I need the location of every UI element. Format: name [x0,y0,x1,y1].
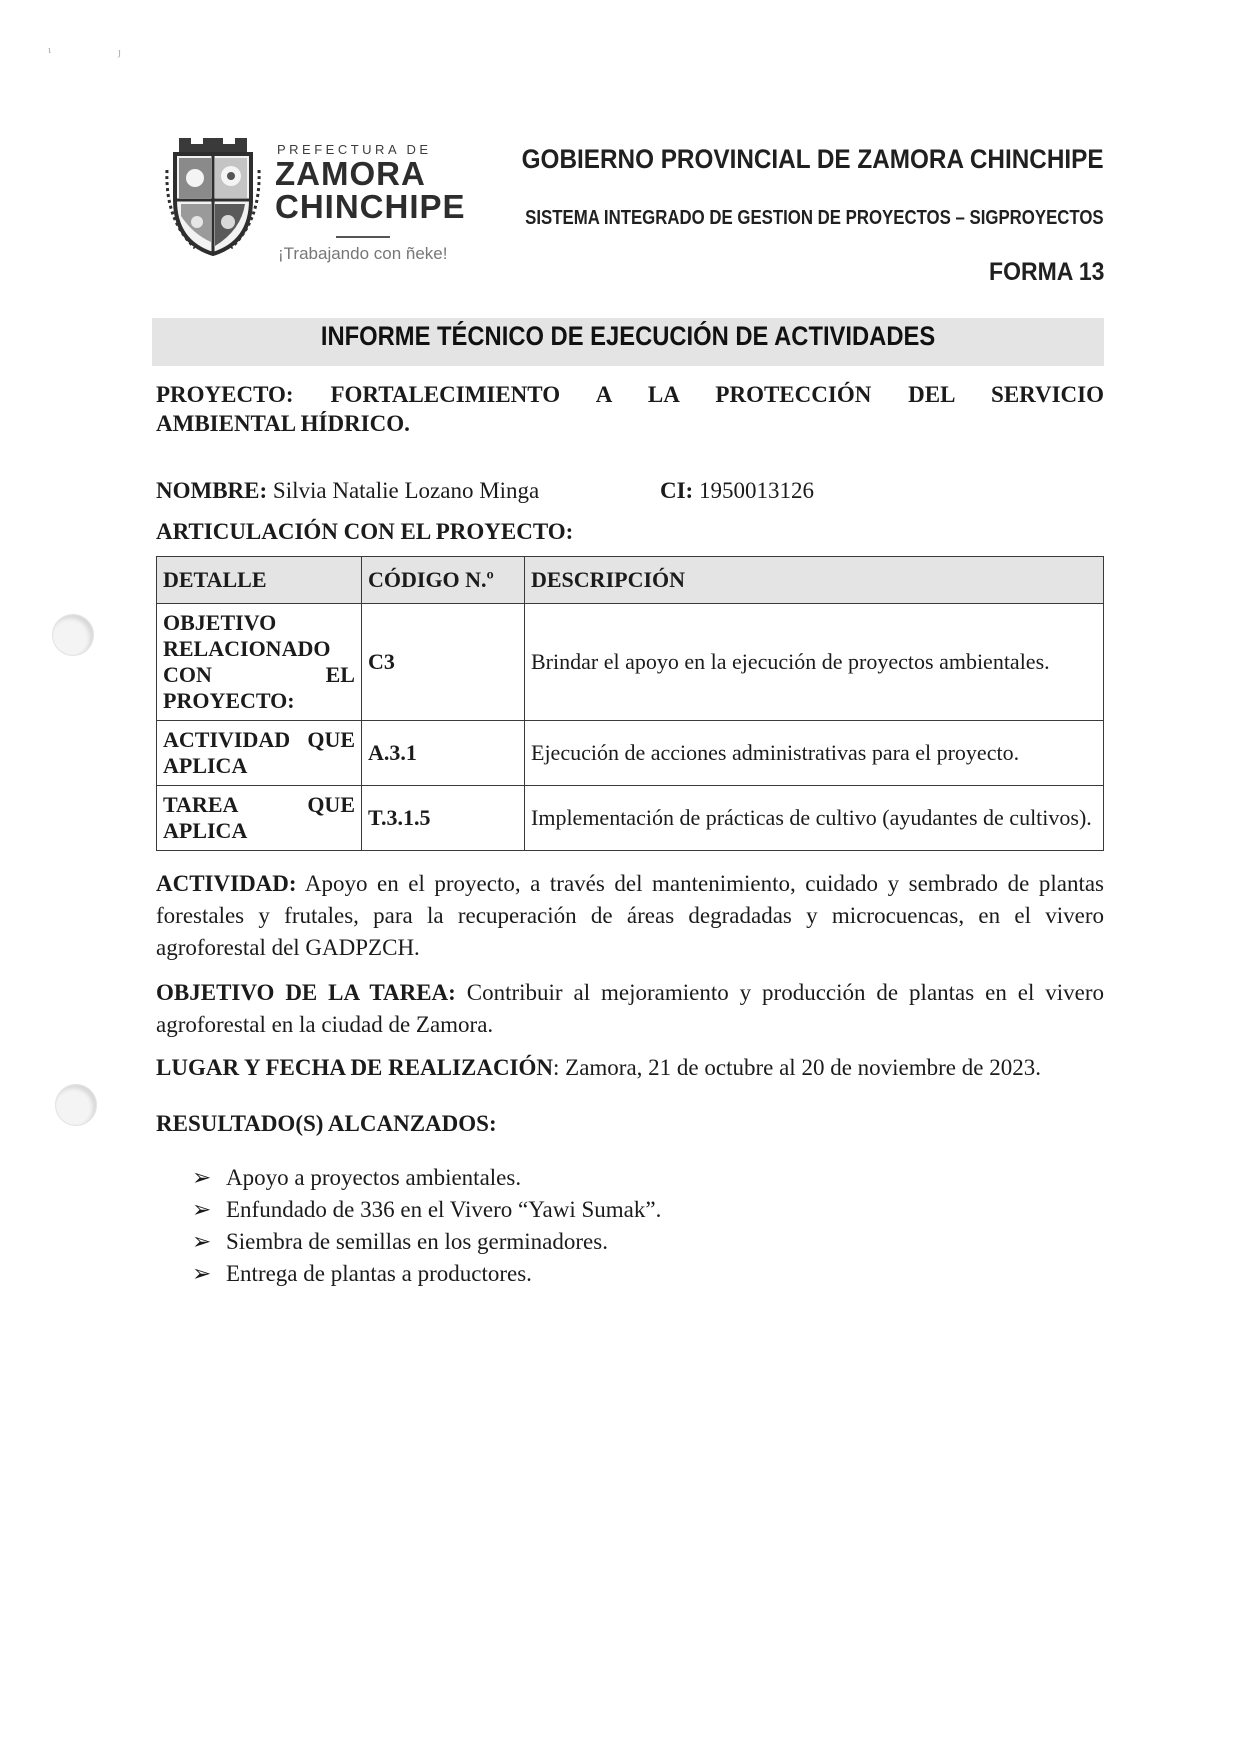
project-line [156,380,1104,409]
table-row [157,604,1104,721]
government-title: GOBIERNO PROVINCIAL DE ZAMORA CHINCHIPE [522,144,1104,174]
arrow-bullet-icon: ➢ [192,1197,212,1222]
arrow-bullet-icon: ➢ [192,1229,212,1254]
row-code: A.3.1 [362,721,525,786]
ci-label: CI: [660,478,694,503]
row-description: Brindar el apoyo en la ejecución de proyectos ambientales. [525,604,1104,721]
list-item [192,1194,661,1226]
activity-label: ACTIVIDAD: [156,871,297,896]
results-heading: RESULTADO(S) ALCANZADOS: [156,1111,497,1136]
logo-divider [336,236,390,238]
arrow-bullet-icon: ➢ [192,1261,212,1286]
activity-text: Apoyo en el proyecto, a través del mantenimiento, cuidado y sembrado de plantas forestales y frutales, para la recuperación de áreas degradadas y microcuencas, en el vivero agroforestal del GADPZCH. [156,871,1105,960]
activity-paragraph [156,868,1104,964]
row-detail: ACTIVIDAD QUE APLICA [157,721,362,786]
system-subtitle: SISTEMA INTEGRADO DE GESTION DE PROYECTOS – SIGPROYECTOS [525,207,1104,229]
name-value: Silvia Natalie Lozano Minga [272,478,540,503]
logo-name-line1: ZAMORA [275,155,426,192]
project-name-line2: AMBIENTAL HÍDRICO. [156,411,410,436]
task-objective-paragraph [156,977,1104,1041]
header-detalle: DETALLE [157,557,362,604]
header-descripcion: DESCRIPCIÓN [525,557,1104,604]
ci-line [660,476,814,505]
header-codigo: CÓDIGO N.º [362,557,525,604]
name-line [156,476,539,505]
table-header-row [157,557,1104,604]
form-number: FORMA 13 [988,258,1104,286]
punch-hole [52,614,94,656]
task-objective-label: OBJETIVO DE LA TAREA: [156,980,456,1005]
list-item-text: Apoyo a proyectos ambientales. [226,1165,522,1190]
task-objective-text: Contribuir al mejoramiento y producción de plantas en el vivero agroforestal en la ciudad de Zamora. [156,980,1105,1037]
row-code: T.3.1.5 [362,786,525,851]
row-code: C3 [362,604,525,721]
articulation-heading: ARTICULACIÓN CON EL PROYECTO: [156,519,574,544]
place-date-text: : Zamora, 21 de octubre al 20 de noviembre de 2023. [553,1055,1041,1080]
list-item [192,1226,661,1258]
project-name-line1: FORTALECIMIENTO A LA PROTECCIÓN DEL SERVICIO [330,382,1104,407]
articulation-table [156,556,1104,851]
scan-speck: ι [48,44,51,56]
logo-slogan: ¡Trabajando con ñeke! [278,244,448,263]
results-list [192,1162,661,1290]
list-item-text: Siembra de semillas en los germinadores. [226,1229,608,1254]
logo-prefix: PREFECTURA DE [277,142,432,157]
list-item [192,1162,661,1194]
row-description: Ejecución de acciones administrativas para el proyecto. [525,721,1104,786]
table-row [157,786,1104,851]
list-item [192,1258,661,1290]
row-detail: TAREA QUE APLICA [157,786,362,851]
row-description: Implementación de prácticas de cultivo (ayudantes de cultivos). [525,786,1104,851]
table-row [157,721,1104,786]
name-label: NOMBRE: [156,478,268,503]
place-date-label: LUGAR Y FECHA DE REALIZACIÓN [156,1055,554,1080]
row-detail: OBJETIVO RELACIONADO CON EL PROYECTO: [157,604,362,721]
logo-name-line2: CHINCHIPE [275,188,466,225]
ci-value: 1950013126 [698,478,814,503]
document-title-text: INFORME TÉCNICO DE EJECUCIÓN DE ACTIVIDADES [320,321,936,351]
scan-speck: ȷ [118,46,122,58]
document-title [152,321,1104,352]
arrow-bullet-icon: ➢ [192,1165,212,1190]
punch-hole [55,1084,97,1126]
list-item-text: Enfundado de 336 en el Vivero “Yawi Sumak”. [226,1197,662,1222]
project-label: PROYECTO: [156,382,294,407]
list-item-text: Entrega de plantas a productores. [226,1261,532,1286]
prefectura-shield-logo [165,130,261,260]
place-date-paragraph [156,1052,1104,1084]
